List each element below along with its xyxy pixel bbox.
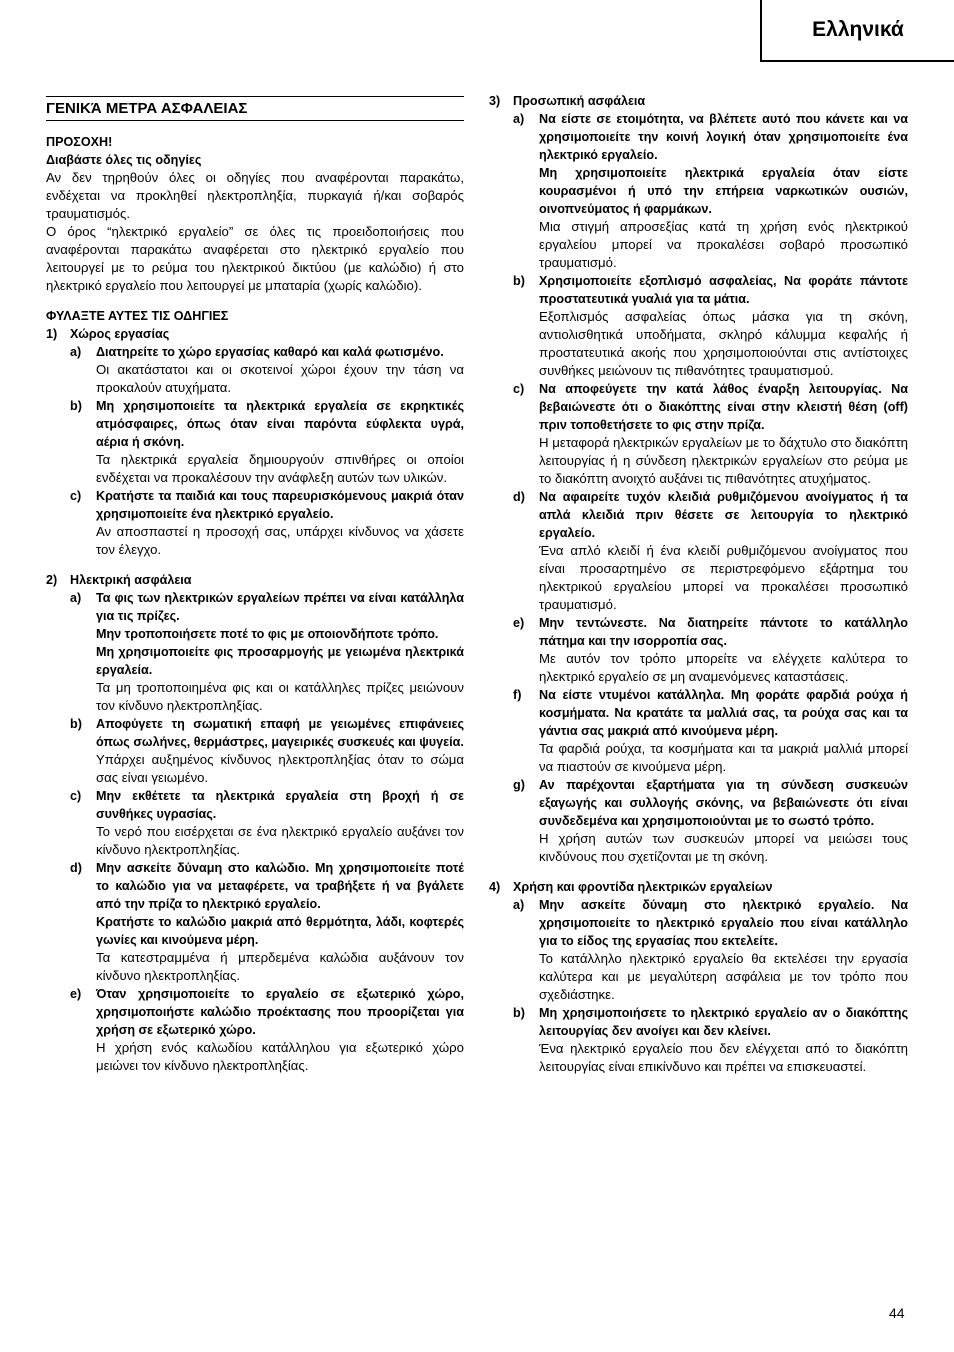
intro-paragraph-1: Αν δεν τηρηθούν όλες οι οδηγίες που αναφέρονται παρακάτω, ενδέχεται να προκληθεί ηλεκτροπληξία, πυρκαγιά ή/και σοβαρός τραυματισμός. [46,170,464,221]
section-3-heading: 3) Προσωπική ασφάλεια [489,94,646,108]
list-item: a) Διατηρείτε το χώρο εργασίας καθαρό και καλά φωτισμένο. Οι ακατάστατοι και οι σκοτεινοί χώροι έχουν την τάση να προκαλούν ατυχήματα. [70,345,464,395]
list-item: e) Μην τεντώνεστε. Να διατηρείτε πάντοτε το κατάλληλο πάτημα και την ισορροπία σας. Με αυτόν τον τρόπο μπορείτε να ελέγχετε καλύτερα το ηλεκτρικό εργαλείο σε μη αναμενόμενες καταστάσεις. [513,616,908,684]
list-item: a) Να είστε σε ετοιμότητα, να βλέπετε αυτό που κάνετε και να χρησιμοποιείτε την κοινή λογική όταν χρησιμοποιείτε ένα ηλεκτρικό εργαλείο. Μη χρησιμοποιείτε ηλεκτρικά εργαλεία όταν είστε κουρασμένοι ή υπό την επήρεια ναρκωτικών ουσιών, οινοπνεύματος ή φαρμάκων. Μια στιγμή απροσεξίας κατά τη χρήση ενός ηλεκτρικού εργαλείου μπορεί να προκαλέσει σοβαρό προσωπικό τραυματισμό. [513,112,908,270]
list-item: b) Χρησιμοποιείτε εξοπλισμό ασφαλείας, Να φοράτε πάντοτε προστατευτικά γυαλιά για τα μάτια. Εξοπλισμός ασφαλείας όπως μάσκα για τη σκόνη, αντιολισθητικά υποδήματα, σκληρό κάλυμμα κεφαλής ή προστατευτικά ακοής που χρησιμοποιούνται στις αντίστοιχες συνθήκες μειώνουν τις πιθανότητες τραυματισμού. [513,274,908,378]
list-item: d) Να αφαιρείτε τυχόν κλειδιά ρυθμιζόμενου ανοίγματος ή τα απλά κλειδιά πριν θέσετε σε λειτουργία το ηλεκτρικό εργαλείο. Ένα απλό κλειδί ή ένα κλειδί ρυθμιζόμενου ανοίγματος που είναι προσαρτημένο σε περιστρεφόμενο εξάρτημα του ηλεκτρικού εργαλείου μπορεί να προκαλέσει προσωπικό τραυματισμό. [513,490,908,612]
keep-instructions-heading: ΦΥΛΑΞΤΕ ΑΥΤΕΣ ΤΙΣ ΟΔΗΓΙΕΣ [46,309,229,323]
section-2-heading: 2) Ηλεκτρική ασφάλεια [46,573,192,587]
warning-subheading: Διαβάστε όλες τις οδηγίες [46,153,202,167]
list-item: c) Κρατήστε τα παιδιά και τους παρευρισκόμενους μακριά όταν χρησιμοποιείτε ένα ηλεκτρικό εργαλείο. Αν αποσπαστεί η προσοχή σας, υπάρχει κίνδυνος να χάσετε τον έλεγχο. [70,489,464,557]
section-title: ΓΕΝΙΚΆ ΜΕΤΡΑ ΑΣΦΑΛΕΙΑΣ [46,96,464,121]
page-number: 44 [889,1305,905,1321]
list-item: a) Τα φις των ηλεκτρικών εργαλείων πρέπει να είναι κατάλληλα για τις πρίζες. Μην τροποποιήσετε ποτέ το φις με οποιονδήποτε τρόπο. Μη χρησιμοποιείτε φις προσαρμογής με γειωμένα ηλεκτρικά εργαλεία. Τα μη τροποποιημένα φις και οι κατάλληλες πρίζες μειώνουν τον κίνδυνο ηλεκτροπληξίας. [70,591,464,713]
left-column [46,92,464,1075]
list-item: b) Μη χρησιμοποιήσετε το ηλεκτρικό εργαλείο αν ο διακόπτης λειτουργίας δεν ανοίγει και δεν κλείνει. Ένα ηλεκτρικό εργαλείο που δεν ελέγχεται από το διακόπτη λειτουργίας είναι επικίνδυνο και πρέπει να επισκευαστεί. [513,1006,908,1074]
warning-heading: ΠΡΟΣΟΧΗ! [46,135,113,149]
list-item: e) Όταν χρησιμοποιείτε το εργαλείο σε εξωτερικό χώρο, χρησιμοποιήστε καλώδιο προέκτασης που προορίζεται για χρήση σε εξωτερικό χώρο. Η χρήση ενός καλωδίου κατάλληλου για εξωτερικό χώρο μειώνει τον κίνδυνο ηλεκτροπληξίας. [70,987,464,1073]
list-item: f) Να είστε ντυμένοι κατάλληλα. Μη φοράτε φαρδιά ρούχα ή κοσμήματα. Να κρατάτε τα μαλλιά σας, τα ρούχα σας και τα γάντια σας μακριά από κινούμενα μέρη. Τα φαρδιά ρούχα, τα κοσμήματα και τα μακριά μαλλιά μπορεί να πιαστούν σε κινούμενα μέρη. [513,688,908,774]
list-item: b) Αποφύγετε τη σωματική επαφή με γειωμένες επιφάνειες όπως σωλήνες, θερμάστρες, μαγειρικές συσκευές και ψυγεία. Υπάρχει αυξημένος κίνδυνος ηλεκτροπληξίας όταν το σώμα σας είναι γειωμένο. [70,717,464,785]
list-item: g) Αν παρέχονται εξαρτήματα για τη σύνδεση συσκευών εξαγωγής και συλλογής σκόνης, να βεβαιώνεστε ότι είναι συνδεδεμένα και χρησιμοποιούνται με το σωστό τρόπο. Η χρήση αυτών των συσκευών μπορεί να μειώσει τους κινδύνους που σχετίζονται με τη σκόνη. [513,778,908,864]
intro-paragraph-2: Ο όρος “ηλεκτρικό εργαλείο” σε όλες τις προειδοποιήσεις που αναφέρονται παρακάτω αναφέρεται στο ηλεκτρικό εργαλείο που λειτουργεί με το ρεύμα του ηλεκτρικού δικτύου (με καλώδιο) ή στο ηλεκτρικό εργαλείο που λειτουργεί με μπαταρία (χωρίς καλώδιο). [46,224,464,293]
language-tab: Ελληνικά [760,0,954,62]
right-column [489,92,908,1076]
list-item: d) Μην ασκείτε δύναμη στο καλώδιο. Μη χρησιμοποιείτε ποτέ το καλώδιο για να μεταφέρετε, να τραβήξετε ή να βγάλετε από την πρίζα το ηλεκτρικό εργαλείο. Κρατήστε το καλώδιο μακριά από θερμότητα, λάδι, κοφτερές γωνίες και κινούμενα μέρη. Τα κατεστραμμένα ή μπερδεμένα καλώδια αυξάνουν τον κίνδυνο ηλεκτροπληξίας. [70,861,464,983]
list-item: c) Να αποφεύγετε την κατά λάθος έναρξη λειτουργίας. Να βεβαιώνεστε ότι ο διακόπτης είναι στην κλειστή θέση (off) πριν τοποθετήσετε το φις στην πρίζα. Η μεταφορά ηλεκτρικών εργαλείων με το δάχτυλο στο διακόπτη λειτουργίας ή η σύνδεση ηλεκτρικών εργαλείων στο ρεύμα με το διακόπτη ανοιχτό αυξάνει τις πιθανότητες ατυχήματος. [513,382,908,486]
section-4-heading: 4) Χρήση και φροντίδα ηλεκτρικών εργαλείων [489,880,773,894]
list-item: b) Μη χρησιμοποιείτε τα ηλεκτρικά εργαλεία σε εκρηκτικές ατμόσφαιρες, όπως όταν είναι παρόντα εύφλεκτα υγρά, αέρια ή σκόνη. Τα ηλεκτρικά εργαλεία δημιουργούν σπινθήρες οι οποίοι ενδέχεται να προκαλέσουν την ανάφλεξη αυτών των υλικών. [70,399,464,485]
section-1-heading: 1) Χώρος εργασίας [46,327,170,341]
list-item: a) Μην ασκείτε δύναμη στο ηλεκτρικό εργαλείο. Να χρησιμοποιείτε το ηλεκτρικό εργαλείο που είναι κατάλληλο για το είδος της εργασίας που εκτελείτε. Το κατάλληλο ηλεκτρικό εργαλείο θα εκτελέσει την εργασία καλύτερα και με μεγαλύτερη ασφάλεια με τον τρόπο που σχεδιάστηκε. [513,898,908,1002]
list-item: c) Μην εκθέτετε τα ηλεκτρικά εργαλεία στη βροχή ή σε συνθήκες υγρασίας. Το νερό που εισέρχεται σε ένα ηλεκτρικό εργαλείο αυξάνει τον κίνδυνο ηλεκτροπληξίας. [70,789,464,857]
